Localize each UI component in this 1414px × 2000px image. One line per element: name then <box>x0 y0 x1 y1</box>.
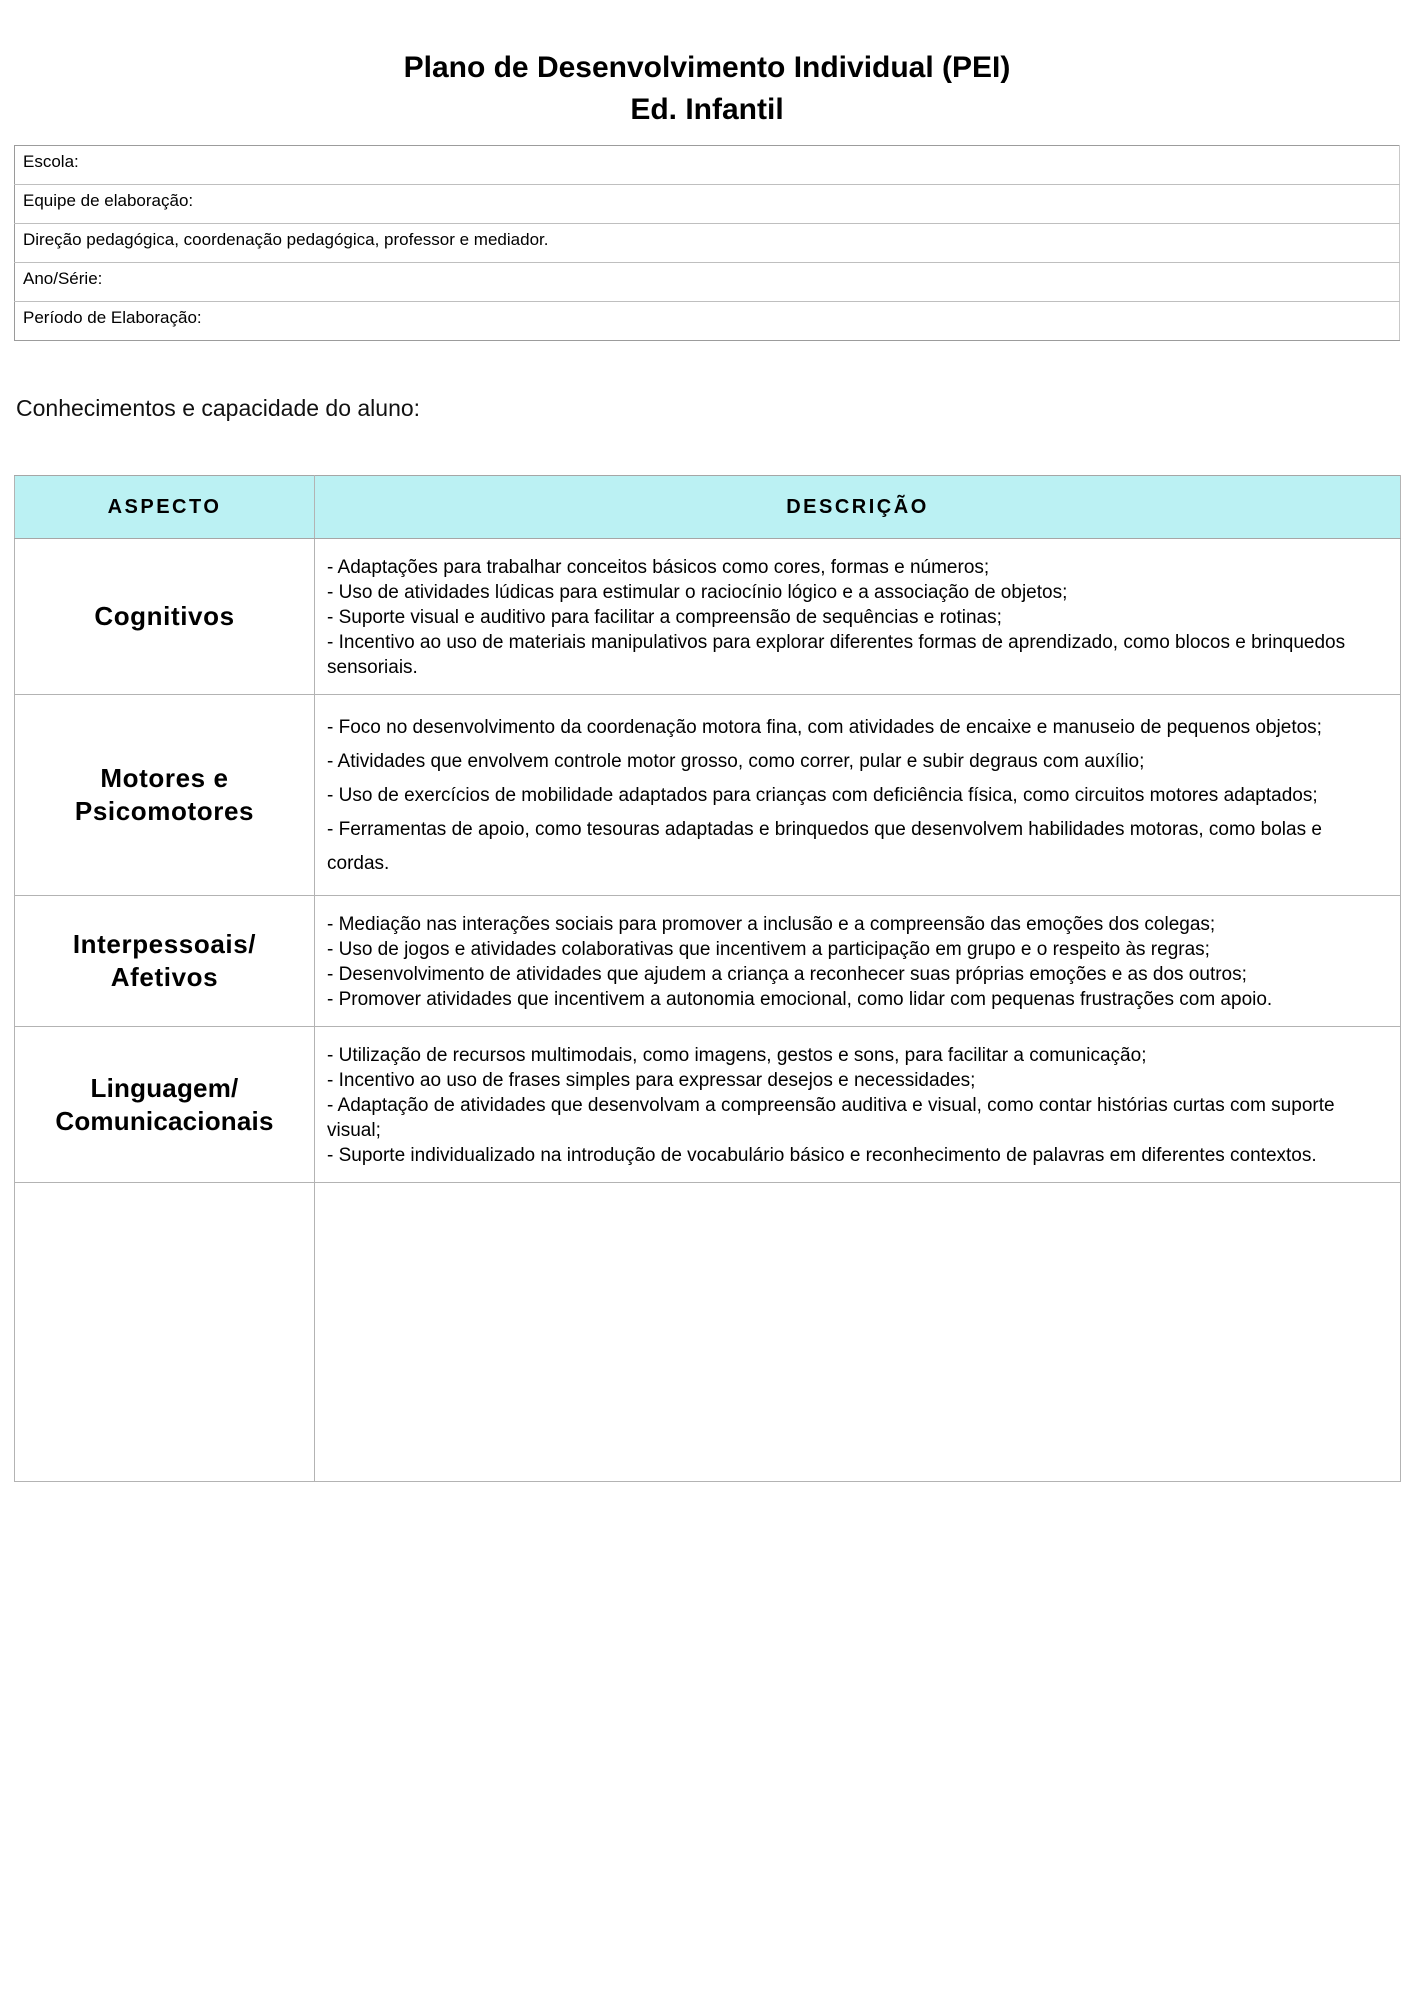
list-item: - Suporte individualizado na introdução de vocabulário básico e reconhecimento de palavras em diferentes contextos. <box>327 1145 1317 1166</box>
list-item: - Uso de jogos e atividades colaborativas que incentivem a participação em grupo e o respeito às regras; <box>327 939 1210 960</box>
table-row <box>15 263 1400 302</box>
table-row <box>15 185 1400 224</box>
description-cell-empty[interactable] <box>315 1183 1401 1482</box>
aspect-cell-cognitivos <box>15 539 315 695</box>
aspect-cell-linguagem-comunicacionais <box>15 1027 315 1183</box>
description-list <box>327 912 1388 1012</box>
ident-field-escola[interactable]: Escola: <box>15 146 1400 185</box>
list-item: - Uso de exercícios de mobilidade adaptados para crianças com deficiência física, como circuitos motores adaptados; <box>327 785 1318 806</box>
list-item: - Adaptação de atividades que desenvolvam a compreensão auditiva e visual, como contar histórias curtas com suporte visual; <box>327 1095 1335 1141</box>
list-item: - Atividades que envolvem controle motor grosso, como correr, pular e subir degraus com auxílio; <box>327 751 1145 772</box>
aspect-cell-interpessoais-afetivos <box>15 896 315 1027</box>
identification-table <box>14 145 1400 341</box>
list-item: - Adaptações para trabalhar conceitos básicos como cores, formas e números; <box>327 557 990 578</box>
table-row <box>15 695 1401 896</box>
list-item: - Promover atividades que incentivem a autonomia emocional, como lidar com pequenas frustrações com apoio. <box>327 989 1273 1010</box>
ident-field-equipe-valor[interactable]: Direção pedagógica, coordenação pedagógica, professor e mediador. <box>15 224 1400 263</box>
ident-field-periodo[interactable]: Período de Elaboração: <box>15 302 1400 341</box>
aspect-cell-motores-psicomotores <box>15 695 315 896</box>
description-cell-interpessoais-afetivos <box>315 896 1401 1027</box>
table-row <box>15 302 1400 341</box>
table-row <box>15 224 1400 263</box>
ident-field-equipe[interactable]: Equipe de elaboração: <box>15 185 1400 224</box>
list-item: - Suporte visual e auditivo para facilitar a compreensão de sequências e rotinas; <box>327 607 1002 628</box>
column-header-aspecto-label: ASPECTO <box>107 495 222 518</box>
description-list <box>327 711 1388 881</box>
ident-field-ano-serie[interactable]: Ano/Série: <box>15 263 1400 302</box>
table-row <box>15 1027 1401 1183</box>
aspect-description-table <box>14 475 1401 1482</box>
aspect-label: Interpessoais/ Afetivos <box>72 929 257 992</box>
table-row <box>15 1183 1401 1482</box>
aspect-label: Motores e Psicomotores <box>74 763 255 826</box>
column-header-descricao <box>315 476 1401 539</box>
table-row <box>15 896 1401 1027</box>
list-item: - Foco no desenvolvimento da coordenação motora fina, com atividades de encaixe e manuseio de pequenos objetos; <box>327 717 1322 738</box>
column-header-descricao-label: DESCRIÇÃO <box>786 495 929 518</box>
list-item: - Utilização de recursos multimodais, como imagens, gestos e sons, para facilitar a comunicação; <box>327 1045 1147 1066</box>
table-header-row <box>15 476 1401 539</box>
page-subtitle: Ed. Infantil <box>630 93 784 126</box>
description-cell-linguagem-comunicacionais <box>315 1027 1401 1183</box>
description-list <box>327 1043 1388 1168</box>
table-row <box>15 539 1401 695</box>
description-cell-motores-psicomotores <box>315 695 1401 896</box>
aspect-label: Cognitivos <box>94 601 235 631</box>
list-item: - Ferramentas de apoio, como tesouras adaptadas e brinquedos que desenvolvem habilidades motoras, como bolas e cordas. <box>327 819 1322 874</box>
description-list <box>327 555 1388 680</box>
description-cell-cognitivos <box>315 539 1401 695</box>
list-item: - Desenvolvimento de atividades que ajudem a criança a reconhecer suas próprias emoções e as dos outros; <box>327 964 1247 985</box>
section-heading: Conhecimentos e capacidade do aluno: <box>16 395 421 421</box>
list-item: - Incentivo ao uso de frases simples para expressar desejos e necessidades; <box>327 1070 976 1091</box>
list-item: - Incentivo ao uso de materiais manipulativos para explorar diferentes formas de aprendizado, como blocos e brinquedos sensoriais. <box>327 632 1346 678</box>
list-item: - Mediação nas interações sociais para promover a inclusão e a compreensão das emoções dos colegas; <box>327 914 1216 935</box>
aspect-cell-empty[interactable] <box>15 1183 315 1482</box>
list-item: - Uso de atividades lúdicas para estimular o raciocínio lógico e a associação de objetos; <box>327 582 1068 603</box>
page-title: Plano de Desenvolvimento Individual (PEI) <box>403 51 1011 84</box>
column-header-aspecto <box>15 476 315 539</box>
title-block <box>14 0 1400 130</box>
aspect-label: Linguagem/ Comunicacionais <box>55 1072 274 1136</box>
table-row <box>15 146 1400 185</box>
